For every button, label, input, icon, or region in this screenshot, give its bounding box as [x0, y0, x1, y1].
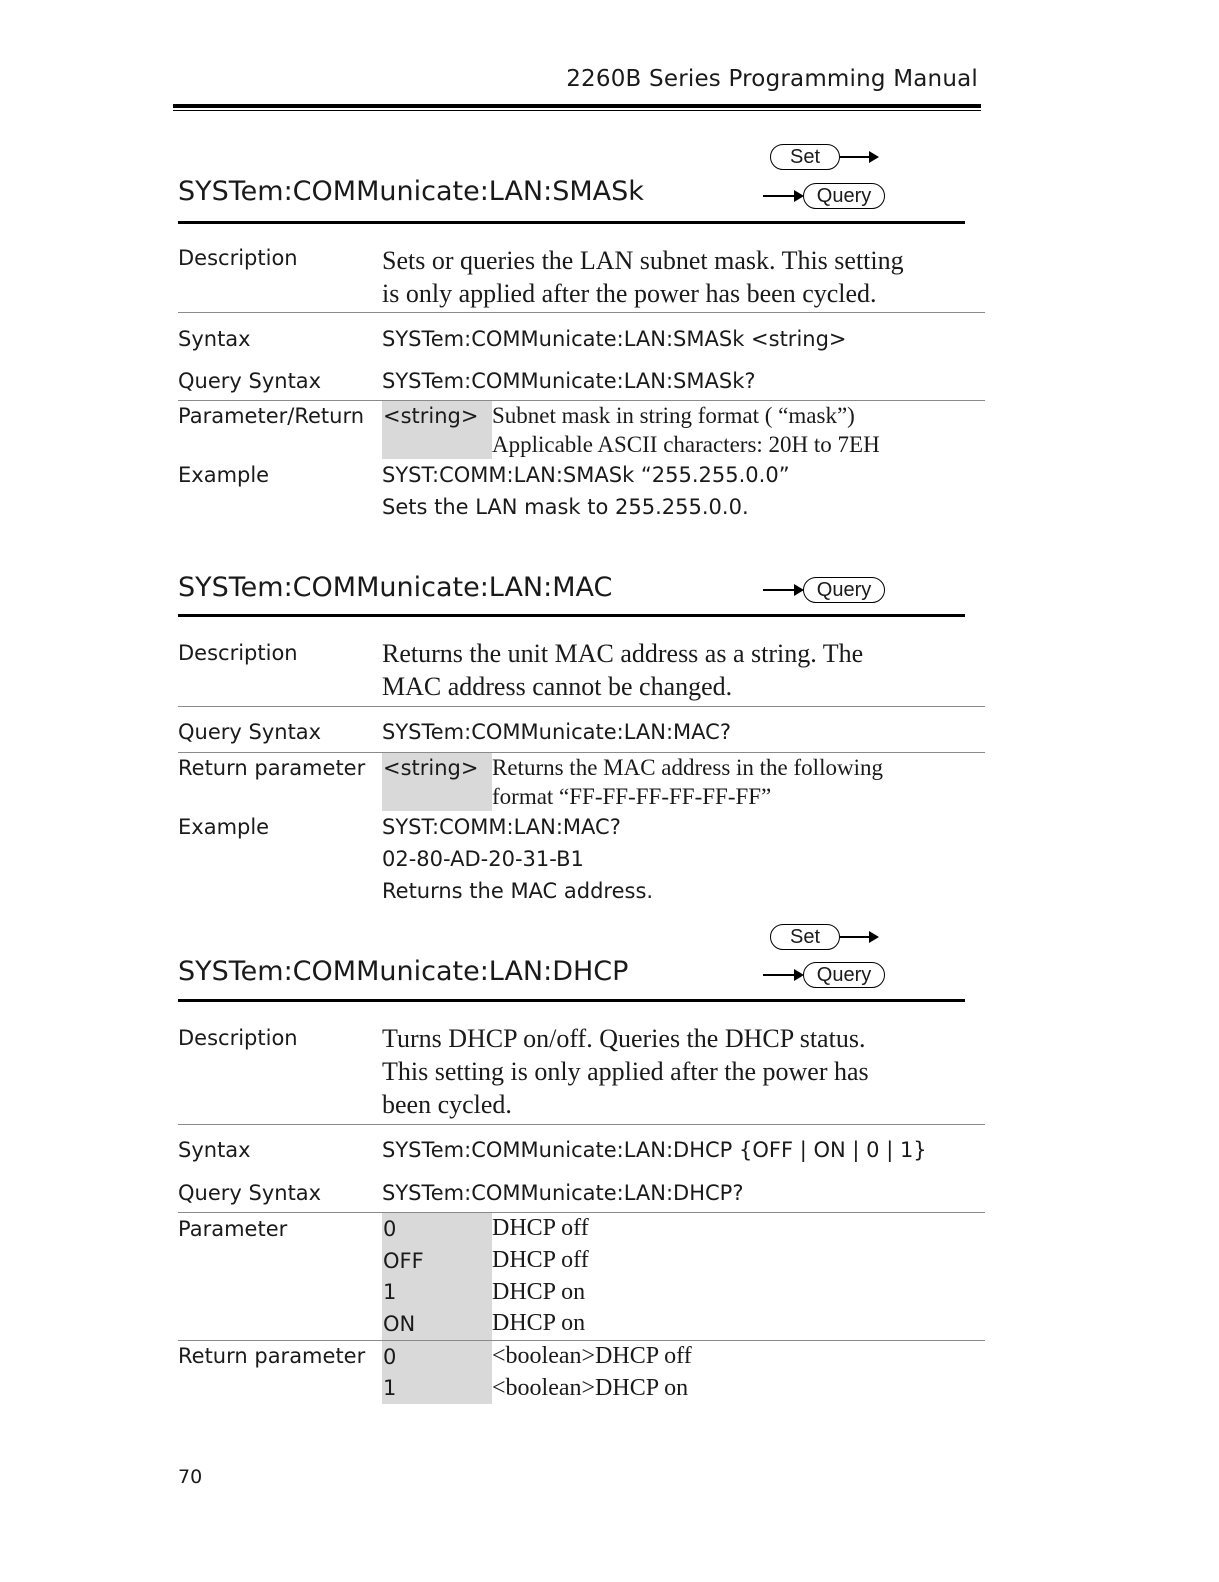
smask-query-syntax: SYSTem:COMMunicate:LAN:SMASk? [382, 369, 756, 393]
mac-title: SYSTem:COMMunicate:LAN:MAC [178, 572, 613, 603]
dhcp-syntax-label: Syntax [178, 1138, 251, 1162]
dhcp-description-line2: This setting is only applied after the power has [382, 1057, 869, 1086]
mac-query-syntax: SYSTem:COMMunicate:LAN:MAC? [382, 720, 731, 744]
dhcp-return-values [383, 1341, 396, 1404]
mac-param-desc [492, 753, 883, 811]
smask-description-line2: is only applied after the power has been cycled. [382, 279, 877, 308]
query-arrow-line [763, 195, 795, 197]
set-arrow-line [840, 156, 870, 158]
header-rule [173, 104, 981, 111]
smask-description-label: Description [178, 246, 298, 270]
dhcp-parameter-values [383, 1213, 424, 1340]
mac-example-line2: 02-80-AD-20-31-B1 [382, 847, 584, 871]
mac-example-line3: Returns the MAC address. [382, 879, 654, 903]
dhcp-return-desc: <boolean>DHCP on [492, 1375, 689, 1401]
dhcp-return-value: 1 [383, 1376, 397, 1400]
mac-description-line2: MAC address cannot be changed. [382, 672, 733, 701]
dhcp-param-value: 0 [383, 1217, 397, 1241]
rule [178, 312, 985, 313]
mac-query-syntax-label: Query Syntax [178, 720, 322, 744]
mac-param-desc-line1: Returns the MAC address in the following [492, 755, 883, 780]
smask-query-syntax-label: Query Syntax [178, 369, 322, 393]
query-badge: Query [803, 183, 885, 209]
dhcp-description-line1: Turns DHCP on/off. Queries the DHCP status. [382, 1024, 866, 1053]
dhcp-query-syntax: SYSTem:COMMunicate:LAN:DHCP? [382, 1181, 744, 1205]
set-badge: Set [770, 144, 840, 170]
query-arrow-line [763, 589, 795, 591]
rule [178, 1124, 985, 1125]
smask-description [382, 244, 904, 310]
set-arrow-icon [869, 931, 879, 943]
dhcp-parameter-label: Parameter [178, 1217, 288, 1241]
smask-param-desc-line2: Applicable ASCII characters: 20H to 7EH [492, 432, 880, 457]
smask-description-line1: Sets or queries the LAN subnet mask. This setting [382, 246, 904, 275]
mac-description [382, 637, 863, 703]
return-cell-bg [382, 1341, 492, 1404]
dhcp-return-desc: <boolean>DHCP off [492, 1343, 692, 1369]
mac-return-label: Return parameter [178, 756, 366, 780]
dhcp-param-desc: DHCP off [492, 1247, 589, 1273]
dhcp-description-label: Description [178, 1026, 298, 1050]
smask-example-line1: SYST:COMM:LAN:SMASk “255.255.0.0” [382, 463, 790, 487]
mac-example-label: Example [178, 815, 270, 839]
query-badge: Query [803, 577, 885, 603]
dhcp-syntax: SYSTem:COMMunicate:LAN:DHCP {OFF | ON | 0 | 1} [382, 1138, 927, 1162]
dhcp-return-label: Return parameter [178, 1344, 366, 1368]
set-arrow-line [840, 936, 870, 938]
rule [178, 706, 985, 707]
dhcp-param-desc: DHCP on [492, 1279, 586, 1305]
smask-example-label: Example [178, 463, 270, 487]
mac-title-rule [178, 614, 965, 617]
dhcp-title-rule [178, 999, 965, 1002]
mac-description-line1: Returns the unit MAC address as a string. The [382, 639, 864, 668]
dhcp-return-value: 0 [383, 1345, 397, 1369]
mac-param-name: <string> [383, 756, 479, 780]
smask-param-desc [492, 401, 880, 459]
page-header-title: 2260B Series Programming Manual [566, 66, 978, 92]
smask-title: SYSTem:COMMunicate:LAN:SMASk [178, 176, 644, 207]
smask-title-rule [178, 221, 965, 224]
dhcp-param-desc: DHCP on [492, 1310, 586, 1336]
query-badge: Query [803, 962, 885, 988]
smask-param-desc-line1: Subnet mask in string format ( “mask”) [492, 403, 855, 428]
smask-syntax-label: Syntax [178, 327, 251, 351]
smask-example-line2: Sets the LAN mask to 255.255.0.0. [382, 495, 749, 519]
smask-param-label: Parameter/Return [178, 404, 365, 428]
dhcp-param-desc: DHCP off [492, 1215, 589, 1241]
dhcp-return-descs [492, 1341, 692, 1404]
query-arrow-line [763, 974, 795, 976]
dhcp-description [382, 1022, 869, 1121]
smask-syntax: SYSTem:COMMunicate:LAN:SMASk <string> [382, 327, 847, 351]
set-badge: Set [770, 924, 840, 950]
dhcp-param-value: 1 [383, 1280, 397, 1304]
set-arrow-icon [869, 151, 879, 163]
mac-description-label: Description [178, 641, 298, 665]
dhcp-description-line3: been cycled. [382, 1090, 512, 1119]
mac-example-line1: SYST:COMM:LAN:MAC? [382, 815, 621, 839]
dhcp-parameter-descs [492, 1213, 589, 1340]
dhcp-param-value: ON [383, 1312, 416, 1336]
dhcp-param-value: OFF [383, 1249, 424, 1273]
dhcp-query-syntax-label: Query Syntax [178, 1181, 322, 1205]
dhcp-title: SYSTem:COMMunicate:LAN:DHCP [178, 956, 629, 987]
mac-param-desc-line2: format “FF-FF-FF-FF-FF-FF” [492, 784, 772, 809]
smask-param-name: <string> [383, 404, 479, 428]
page-number: 70 [178, 1466, 203, 1488]
